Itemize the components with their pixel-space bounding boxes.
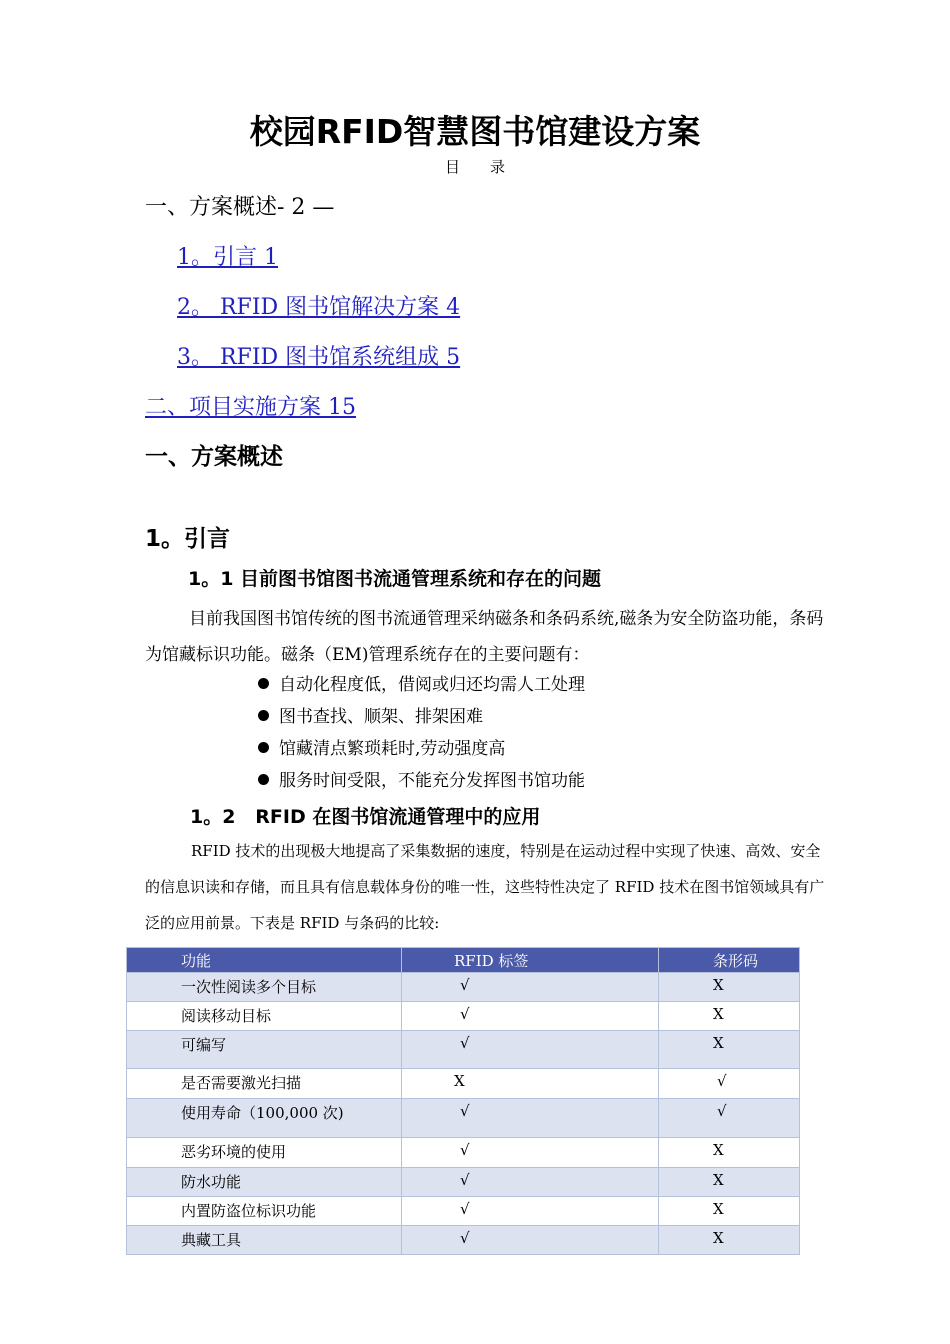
table-row <box>127 1197 800 1226</box>
bullet-icon <box>258 774 269 785</box>
table-header-row <box>127 948 800 973</box>
paragraph-problems: 目前我国图书馆传统的图书流通管理采纳磁条和条码系统,磁条为安全防盗功能，条码为馆藏标识功能。磁条（EM)管理系统存在的主要问题有： <box>145 609 824 665</box>
table-cell-barcode: X <box>659 973 800 1002</box>
table-row <box>127 973 800 1002</box>
table-cell-function: 阅读移动目标 <box>127 1002 402 1031</box>
table-cell-rfid: X <box>402 1069 659 1099</box>
toc-heading-char-1: 目 <box>444 158 460 176</box>
subsection-heading-1-1: 1。1 目前图书馆图书流通管理系统和存在的问题 <box>188 568 602 590</box>
table-row <box>127 1069 800 1099</box>
table-cell-rfid: √ <box>402 1138 659 1168</box>
bullet-icon <box>258 742 269 753</box>
list-item: 服务时间受限，不能充分发挥图书馆功能 <box>258 768 585 800</box>
toc-link-introduction[interactable]: 1。引言 1 <box>177 245 278 270</box>
table-cell-rfid: √ <box>402 1226 659 1255</box>
subsection-heading-1-2: 1。2 RFID 在图书馆流通管理中的应用 <box>190 806 541 828</box>
table-body <box>127 973 800 1255</box>
list-item: 图书查找、顺架、排架困难 <box>258 704 585 736</box>
table-cell-barcode: √ <box>659 1069 800 1099</box>
table-cell-function: 一次性阅读多个目标 <box>127 973 402 1002</box>
table-header-function: 功能 <box>127 948 402 973</box>
table-header-rfid: RFID 标签 <box>402 948 659 973</box>
table-cell-barcode: X <box>659 1002 800 1031</box>
bullet-icon <box>258 678 269 689</box>
toc-link-rfid-solution[interactable]: 2。 RFID 图书馆解决方案 4 <box>177 295 461 320</box>
table-cell-rfid: √ <box>402 1197 659 1226</box>
section-heading-overview: 一、方案概述 <box>145 444 283 470</box>
table-cell-function: 防水功能 <box>127 1168 402 1197</box>
table-cell-barcode: √ <box>659 1099 800 1138</box>
table-cell-rfid: √ <box>402 1168 659 1197</box>
paragraph-rfid-application: RFID 技术的出现极大地提高了采集数据的速度，特别是在运动过程中实现了快速、高效、安全的信息识读和存储，而且具有信息载体身份的唯一性，这些特性决定了 RFID 技术在图书馆领域具有广泛的应用前景。下表是 RFID 与条码的比较: <box>145 842 825 932</box>
table-row <box>127 1099 800 1138</box>
table-cell-rfid: √ <box>402 1002 659 1031</box>
table-cell-function: 典藏工具 <box>127 1226 402 1255</box>
table-row <box>127 1138 800 1168</box>
table-header-barcode: 条形码 <box>659 948 800 973</box>
table-cell-barcode: X <box>659 1031 800 1069</box>
table-cell-function: 是否需要激光扫描 <box>127 1069 402 1099</box>
table-row <box>127 1031 800 1069</box>
toc-link-rfid-system[interactable]: 3。 RFID 图书馆系统组成 5 <box>177 345 461 370</box>
table-cell-barcode: X <box>659 1197 800 1226</box>
list-item: 自动化程度低，借阅或归还均需人工处理 <box>258 672 585 704</box>
toc-heading <box>0 156 950 177</box>
toc-entry-overview: 一、方案概述- 2 — <box>145 195 335 220</box>
bullet-icon <box>258 710 269 721</box>
document-title: 校园RFID智慧图书馆建设方案 <box>249 112 701 151</box>
table-row <box>127 1002 800 1031</box>
list-item: 馆藏清点繁琐耗时,劳动强度高 <box>258 736 585 768</box>
section-heading-introduction: 1。引言 <box>145 526 231 552</box>
comparison-table <box>126 947 800 1255</box>
table-cell-function: 可编写 <box>127 1031 402 1069</box>
table-cell-barcode: X <box>659 1168 800 1197</box>
table-cell-rfid: √ <box>402 1099 659 1138</box>
table-cell-rfid: √ <box>402 1031 659 1069</box>
table-cell-function: 使用寿命（100,000 次) <box>127 1099 402 1138</box>
toc-link-implementation[interactable]: 二、项目实施方案 15 <box>145 395 356 420</box>
problem-list <box>258 672 585 800</box>
table-cell-barcode: X <box>659 1138 800 1168</box>
table-cell-function: 恶劣环境的使用 <box>127 1138 402 1168</box>
toc-heading-char-2: 录 <box>490 158 506 176</box>
table-cell-barcode: X <box>659 1226 800 1255</box>
table-row <box>127 1168 800 1197</box>
table-cell-function: 内置防盗位标识功能 <box>127 1197 402 1226</box>
table-row <box>127 1226 800 1255</box>
table-cell-rfid: √ <box>402 973 659 1002</box>
